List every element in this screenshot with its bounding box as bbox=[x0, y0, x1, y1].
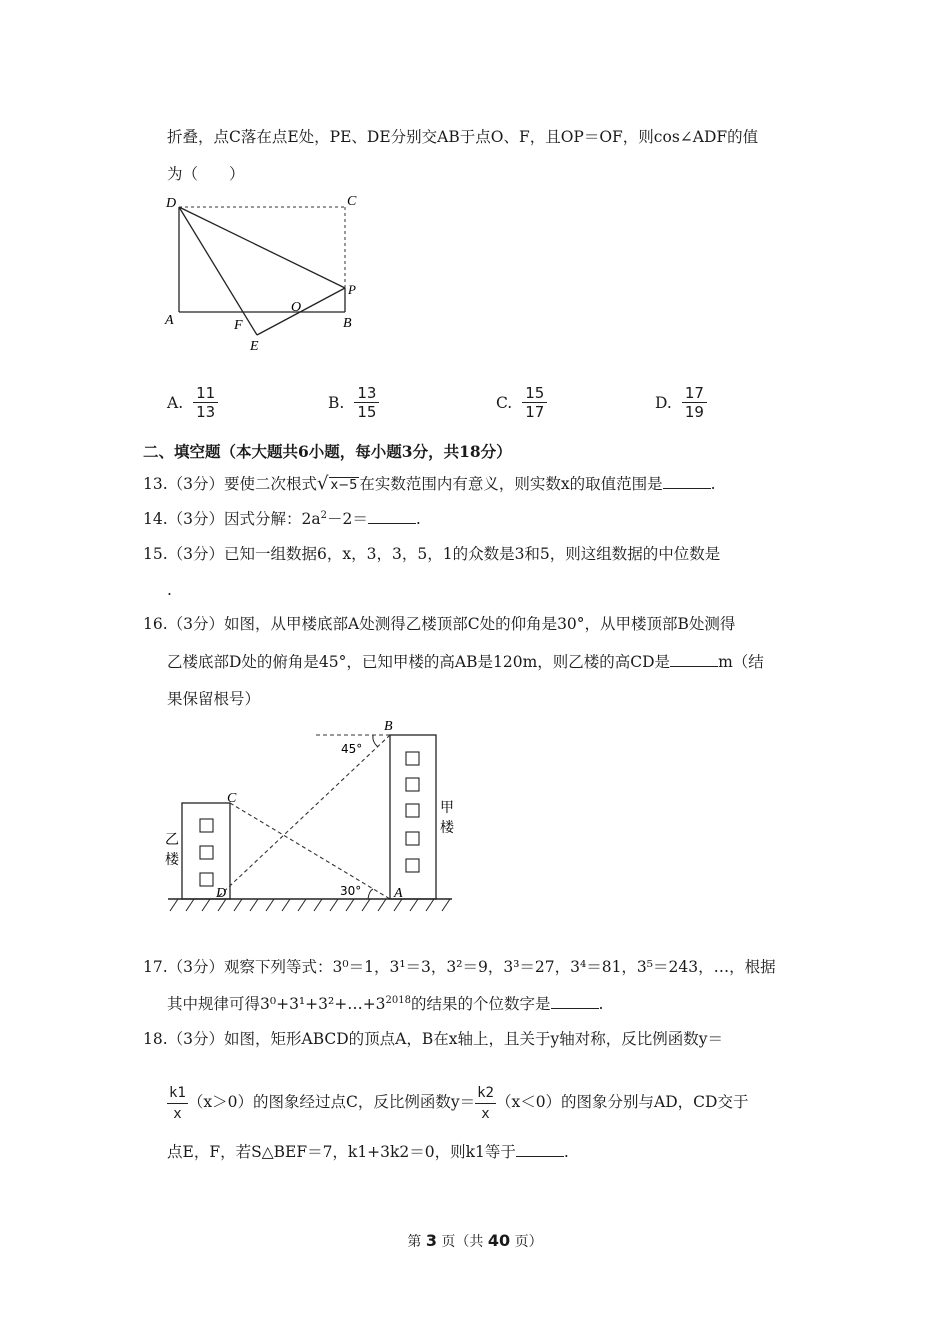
yi-label-2: 楼 bbox=[165, 852, 179, 868]
q12-label-c: C bbox=[347, 194, 357, 209]
choice-b-fraction: $\frac{13}{15}$ bbox=[354, 384, 379, 421]
angle-30-label: 30° bbox=[340, 884, 362, 898]
q16-blank bbox=[670, 652, 718, 667]
building-yi bbox=[182, 803, 230, 899]
q18-line2: $\frac{k1}{x}$ （x＞0）的图象经过点C，反比例函数y＝ $\frac{k2}{x}$ （x＜0）的图象分别与AD，CD交于 bbox=[169, 1084, 749, 1122]
q16-label-a: A bbox=[394, 886, 403, 901]
choice-a: A. $\frac{11}{13}$ bbox=[167, 384, 218, 421]
q15-line1: 15.（3分）已知一组数据6，x，3，3，5，1的众数是3和5，则这组数据的中位数是 bbox=[143, 545, 721, 563]
q13: 13.（3分）要使二次根式√ x−5 在实数范围内有意义，则实数x的取值范围是 . bbox=[143, 473, 716, 494]
yi-label-1: 乙 bbox=[165, 832, 179, 848]
q16-label-d: D bbox=[216, 886, 227, 901]
q12-label-f: F bbox=[234, 318, 243, 333]
q16-label-b: B bbox=[384, 719, 393, 734]
q16-line1: 16.（3分）如图，从甲楼底部A处测得乙楼顶部C处的仰角是30°，从甲楼顶部B处测得 bbox=[143, 615, 736, 633]
choice-c-fraction: $\frac{15}{17}$ bbox=[522, 384, 547, 421]
q17-line1: 17.（3分）观察下列等式：3⁰＝1，3¹＝3，3²＝9，3³＝27，3⁴＝81，3⁵＝243，…，根据 bbox=[143, 958, 776, 976]
page-number: 3 bbox=[425, 1231, 437, 1250]
q16-figure bbox=[160, 715, 470, 920]
choice-a-fraction: $\frac{11}{13}$ bbox=[193, 384, 218, 421]
q12-line1: 折叠，点C落在点E处，PE、DE分别交AB于点O、F，且OP＝OF，则cos∠ADF的值 bbox=[167, 128, 759, 146]
q12-figure bbox=[160, 190, 370, 355]
q16-line2: 乙楼底部D处的俯角是45°，已知甲楼的高AB是120m，则乙楼的高CD是 m（结 bbox=[167, 653, 764, 671]
q12-label-o: O bbox=[291, 300, 302, 315]
page-total: 40 bbox=[487, 1231, 511, 1250]
ground-hatching bbox=[170, 899, 450, 911]
q16-line3: 果保留根号） bbox=[167, 690, 261, 708]
jia-label-2: 楼 bbox=[440, 820, 454, 836]
q12-label-p: P bbox=[348, 282, 356, 297]
q12-label-a: A bbox=[165, 313, 174, 328]
q18-line3: 点E，F，若S△BEF＝7，k1+3k2＝0，则k1等于 . bbox=[167, 1143, 569, 1161]
q18-line1: 18.（3分）如图，矩形ABCD的顶点A，B在x轴上，且关于y轴对称，反比例函数y＝ bbox=[143, 1030, 724, 1048]
q12-label-b: B bbox=[343, 316, 352, 331]
angle-45-label: 45° bbox=[341, 742, 363, 756]
choice-b: B. $\frac{13}{15}$ bbox=[328, 384, 379, 421]
choice-d: D. $\frac{17}{19}$ bbox=[655, 384, 707, 421]
section-title: 二、填空题（本大题共6小题，每小题3分，共18分） bbox=[143, 442, 512, 461]
q14: 14.（3分）因式分解：$2a^2-2=$ . bbox=[143, 510, 421, 528]
q17-line2: 其中规律可得$3^0+3^1+3^2+\dots+3^{2018}$的结果的个位数字是 . bbox=[167, 995, 604, 1013]
q17-blank bbox=[551, 994, 599, 1009]
q18-blank bbox=[516, 1142, 564, 1157]
q12-label-e: E bbox=[250, 339, 259, 354]
q15-line2: . bbox=[167, 581, 172, 599]
q13-blank bbox=[663, 474, 711, 489]
q12-line2: 为（ ） bbox=[167, 165, 245, 183]
q18-k2-fraction: $\frac{k2}{x}$ bbox=[477, 1084, 494, 1122]
q18-k1-fraction: $\frac{k1}{x}$ bbox=[169, 1084, 186, 1122]
choice-d-fraction: $\frac{17}{19}$ bbox=[682, 384, 707, 421]
q14-blank bbox=[368, 509, 416, 524]
q16-label-c: C bbox=[227, 791, 237, 806]
jia-label-1: 甲 bbox=[440, 800, 454, 816]
q12-label-d: D bbox=[166, 196, 177, 211]
choice-c: C. $\frac{15}{17}$ bbox=[496, 384, 547, 421]
q13-radicand: x−5 bbox=[330, 478, 358, 493]
page-footer: 第 3 页（共 40 页） bbox=[407, 1231, 543, 1250]
